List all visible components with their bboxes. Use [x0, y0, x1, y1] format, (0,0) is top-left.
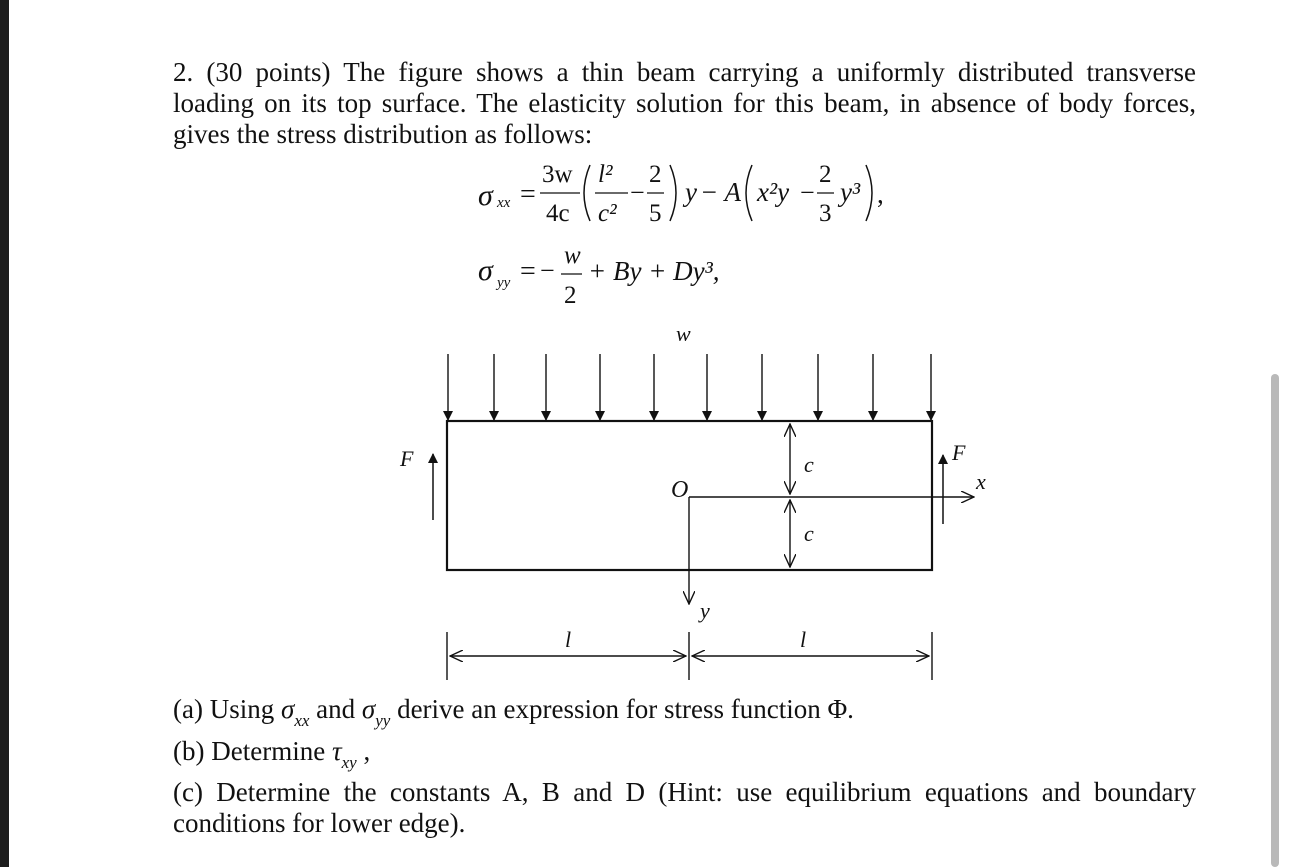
question-b-tau: τ	[331, 736, 342, 766]
frac1-numerator: l²	[598, 161, 613, 188]
question-a-sigma-2: σ	[361, 694, 376, 724]
question-a-sub-yy: yy	[375, 711, 391, 730]
term-y3: y³	[840, 177, 861, 207]
question-b-sub-xy: xy	[341, 753, 357, 772]
term-y: y	[685, 177, 697, 207]
question-a-and: and	[309, 694, 362, 724]
sigma-yy-rest: + By + Dy³,	[588, 256, 720, 286]
frac2-numerator: 2	[649, 161, 662, 188]
question-a-sigma-1: σ	[280, 694, 295, 724]
question-a-sub-xx: xx	[294, 711, 310, 730]
svg-text:=: =	[520, 179, 536, 210]
term-x2y: x²y	[757, 177, 790, 207]
intro-line-2: loading on its top surface. The elasticity solution for this beam, in absence of body forces,	[173, 88, 1196, 118]
depth-label-bottom: c	[804, 521, 814, 546]
frac1-denominator: c²	[598, 200, 617, 227]
sigma-yy-frac-denominator: 2	[564, 282, 577, 309]
load-label-w: w	[676, 321, 691, 346]
term-minus-a: − A	[700, 177, 741, 207]
question-b-suffix: ,	[356, 736, 371, 766]
sigma-yy-symbol: σ	[478, 254, 493, 287]
frac3-numerator: 2	[819, 161, 832, 188]
sigma-yy-frac-numerator: w	[564, 242, 581, 269]
length-dimensions	[447, 632, 932, 680]
intro-line-1: 2. (30 points) The figure shows a thin beam carrying a uniformly distributed transverse	[173, 57, 1196, 87]
question-b-prefix: (b) Determine	[173, 736, 332, 766]
coef-numerator: 3w	[542, 161, 573, 188]
sigma-xx-symbol: σ	[478, 179, 493, 212]
coef-denominator: 4c	[546, 200, 570, 227]
question-c-line-1: (c) Determine the constants A, B and D (Hint: use equilibrium equations and boundary	[173, 777, 1196, 807]
question-a	[173, 694, 1196, 728]
y-axis-label: y	[700, 598, 710, 623]
x-axis-label: x	[976, 469, 986, 494]
frac3-denominator: 3	[819, 200, 832, 227]
origin-label: O	[671, 477, 689, 503]
question-b	[173, 736, 1196, 770]
svg-text:−: −	[630, 178, 645, 207]
question-c-line-2: conditions for lower edge).	[173, 808, 466, 838]
left-force-label: F	[400, 446, 414, 471]
right-force-label: F	[952, 440, 966, 465]
frac2-denominator: 5	[649, 200, 662, 227]
depth-label-top: c	[804, 452, 814, 477]
svg-text:=: =	[520, 256, 536, 287]
length-label-right: l	[800, 627, 807, 652]
distributed-load-arrows	[448, 354, 931, 420]
sigma-xx-tail: ,	[877, 179, 884, 209]
equation-sigma-yy	[478, 242, 720, 309]
svg-text:−: −	[540, 256, 555, 285]
intro-line-3: gives the stress distribution as follows:	[173, 119, 593, 149]
length-label-left: l	[565, 627, 572, 652]
question-a-prefix: (a) Using	[173, 694, 275, 724]
question-a-suffix: derive an expression for stress function Φ.	[390, 694, 854, 724]
sigma-xx-subscript: xx	[497, 195, 511, 211]
svg-text:−: −	[800, 178, 815, 207]
equation-sigma-xx	[478, 161, 884, 227]
sigma-yy-subscript: yy	[497, 275, 511, 291]
question-c	[173, 777, 1196, 839]
